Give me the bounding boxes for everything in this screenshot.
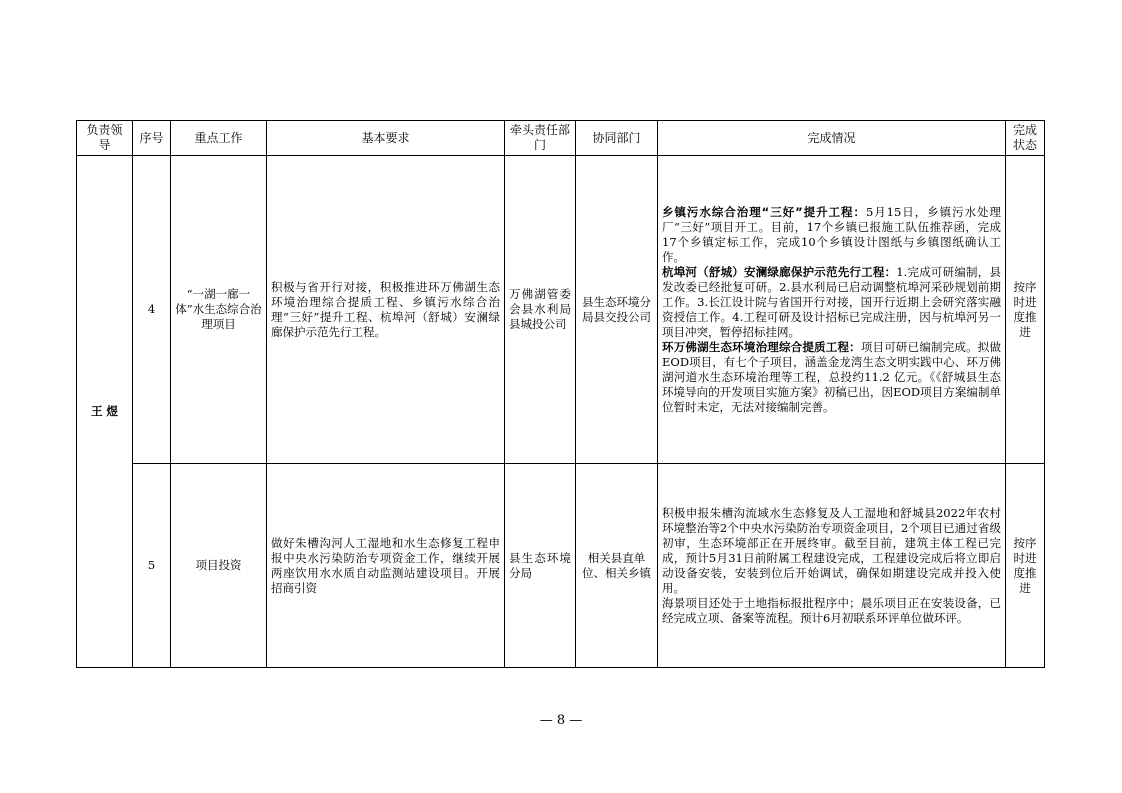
row-work: “一湖一廊一体”水生态综合治理项目 xyxy=(171,156,267,464)
header-leader: 负责领导 xyxy=(77,121,133,156)
header-requirement: 基本要求 xyxy=(267,121,505,156)
progress-paragraph xyxy=(662,596,1001,626)
row-lead-unit: 县生态环境分局 xyxy=(505,464,576,668)
progress-text: 积极申报朱槽沟流域水生态修复及人工湿地和舒城县2022年农村环境整治等2个中央水污染防治专项资金项目，2个项目已通过省级初审，生态环境部正在开展终审。截至目前，建筑主体工程已完成，预计5月31日前附属工程建设完成，工程建设完成后将立即启动设备安装，安装到位后开始调试，确保如期建设完成并投入使用。 xyxy=(662,505,1001,595)
row-requirement: 积极与省开行对接，积极推进环万佛湖生态环境治理综合提质工程、乡镇污水综合治理“三好”提升工程、杭埠河（舒城）安澜绿廊保护示范先行工程。 xyxy=(267,156,505,464)
table-row xyxy=(77,156,1045,464)
progress-text: 5月15日，乡镇污水处理厂“三好”项目开工。目前，17个乡镇已报施工队伍推荐函，完成17个乡镇定标工作，完成10个乡镇设计图纸与乡镇图纸确认工作。 xyxy=(662,204,1001,264)
progress-title: 乡镇污水综合治理“三好”提升工程： xyxy=(662,204,866,219)
row-seq: 4 xyxy=(133,156,171,464)
row-coop: 相关县直单位、相关乡镇 xyxy=(576,464,658,668)
progress-text: 海景项目还处于土地指标报批程序中；晨乐项目正在安装设备，已经完成立项、备案等流程。预计6月初联系环评单位做环评。 xyxy=(662,595,1001,625)
row-status: 按序时进度推进 xyxy=(1006,464,1045,668)
work-progress-table xyxy=(76,120,1045,668)
row-requirement: 做好朱槽沟河人工湿地和水生态修复工程申报中央水污染防治专项资金工作，继续开展两座饮用水水质自动监测站建设项目。开展招商引资 xyxy=(267,464,505,668)
header-coop: 协同部门 xyxy=(576,121,658,156)
header-row xyxy=(77,121,1045,156)
progress-text: 1.完成可研编制，县发改委已经批复可研。2.县水利局已启动调整杭埠河采砂规划前期工作。3.长江设计院与省国开行对接，国开行近期上会研究落实融资授信工作。4.工程可研及设计招标已完成注册，因与杭埠河另一项目冲突，暂停招标挂网。 xyxy=(662,264,1001,339)
progress-title: 环万佛湖生态环境治理综合提质工程： xyxy=(662,339,861,354)
row-work: 项目投资 xyxy=(171,464,267,668)
header-progress: 完成情况 xyxy=(658,121,1006,156)
header-work: 重点工作 xyxy=(171,121,267,156)
progress-paragraph xyxy=(662,506,1001,596)
leader-name: 王 煜 xyxy=(77,156,133,668)
progress-title: 杭埠河（舒城）安澜绿廊保护示范先行工程： xyxy=(662,264,897,279)
header-lead-unit: 牵头责任部门 xyxy=(505,121,576,156)
progress-paragraph xyxy=(662,340,1001,415)
row-progress xyxy=(658,464,1006,668)
progress-paragraph xyxy=(662,205,1001,265)
progress-text: 项目可研已编制完成。拟做EOD项目，有七个子项目，涵盖金龙湾生态文明实践中心、环万佛湖河道水生态环境治理等工程，总投约11.2 亿元。《《舒城县生态环境导向的开发项目实施方案》初稿已出，因EOD项目方案编制单位暂时未定，无法对接编制完善。 xyxy=(662,339,1002,414)
header-seq: 序号 xyxy=(133,121,171,156)
page-number: — 8 — xyxy=(539,713,583,728)
row-seq: 5 xyxy=(133,464,171,668)
row-lead-unit: 万佛湖管委会县水利局县城投公司 xyxy=(505,156,576,464)
header-status: 完成状态 xyxy=(1006,121,1045,156)
row-status: 按序时进度推进 xyxy=(1006,156,1045,464)
progress-paragraph xyxy=(662,265,1001,340)
row-progress xyxy=(658,156,1006,464)
row-coop: 县生态环境分局县交投公司 xyxy=(576,156,658,464)
table-row xyxy=(77,464,1045,668)
